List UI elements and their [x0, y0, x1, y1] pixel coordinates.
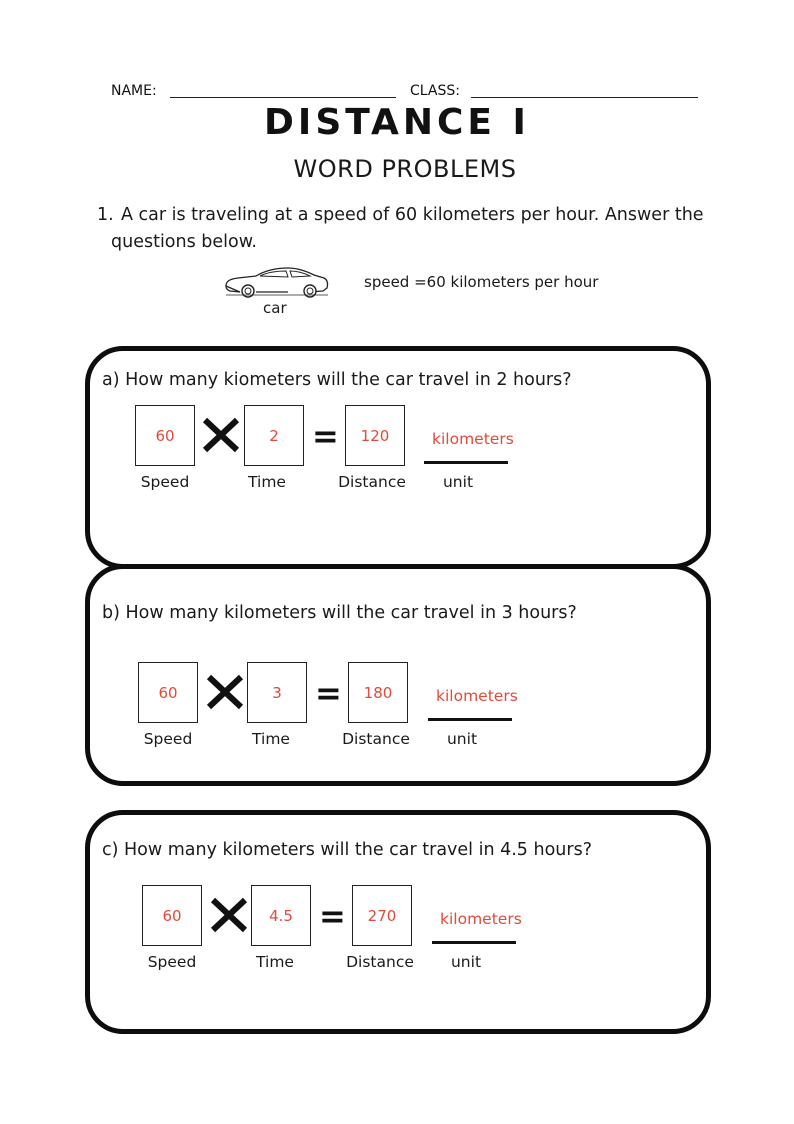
time-label: Time: [252, 730, 290, 748]
unit-answer: kilometers: [440, 910, 522, 928]
problem-text-line1: A car is traveling at a speed of 60 kilometers per hour. Answer the: [121, 205, 704, 225]
unit-label: unit: [450, 953, 482, 971]
speed-box[interactable]: 60: [135, 405, 195, 466]
class-field[interactable]: [471, 97, 698, 98]
time-box[interactable]: 3: [247, 662, 307, 723]
name-field[interactable]: [170, 97, 396, 98]
page-title: DISTANCE I: [264, 102, 530, 143]
question-text: c) How many kilometers will the car travel in 4.5 hours?: [102, 840, 592, 860]
problem-text-line2: questions below.: [111, 232, 257, 252]
problem-number: 1.: [97, 205, 114, 225]
unit-answer: kilometers: [432, 430, 514, 448]
distance-box[interactable]: 270: [352, 885, 412, 946]
page-subtitle: WORD PROBLEMS: [293, 155, 517, 183]
question-text: b) How many kilometers will the car travel in 3 hours?: [102, 603, 577, 623]
speed-note: speed =60 kilometers per hour: [364, 273, 599, 291]
name-label: NAME:: [111, 83, 157, 99]
time-label: Time: [256, 953, 294, 971]
time-label: Time: [248, 473, 286, 491]
distance-box[interactable]: 120: [345, 405, 405, 466]
unit-answer: kilometers: [436, 687, 518, 705]
equals-sign: =: [319, 897, 346, 935]
speed-label: Speed: [140, 473, 190, 491]
time-box[interactable]: 2: [244, 405, 304, 466]
equals-sign: =: [312, 417, 339, 455]
multiply-icon: [206, 674, 244, 710]
unit-line: [432, 941, 516, 944]
unit-label: unit: [446, 730, 478, 748]
unit-line: [424, 461, 508, 464]
speed-label: Speed: [147, 953, 197, 971]
speed-box[interactable]: 60: [142, 885, 202, 946]
car-icon: [222, 262, 332, 300]
equals-sign: =: [315, 674, 342, 712]
multiply-icon: [210, 897, 248, 933]
class-label: CLASS:: [410, 83, 460, 99]
speed-box[interactable]: 60: [138, 662, 198, 723]
speed-label: Speed: [143, 730, 193, 748]
unit-line: [428, 718, 512, 721]
question-text: a) How many kiometers will the car travel in 2 hours?: [102, 370, 572, 390]
distance-box[interactable]: 180: [348, 662, 408, 723]
distance-label: Distance: [346, 953, 414, 971]
car-caption: car: [263, 299, 287, 317]
distance-label: Distance: [342, 730, 410, 748]
multiply-icon: [202, 417, 240, 453]
distance-label: Distance: [338, 473, 406, 491]
unit-label: unit: [442, 473, 474, 491]
time-box[interactable]: 4.5: [251, 885, 311, 946]
